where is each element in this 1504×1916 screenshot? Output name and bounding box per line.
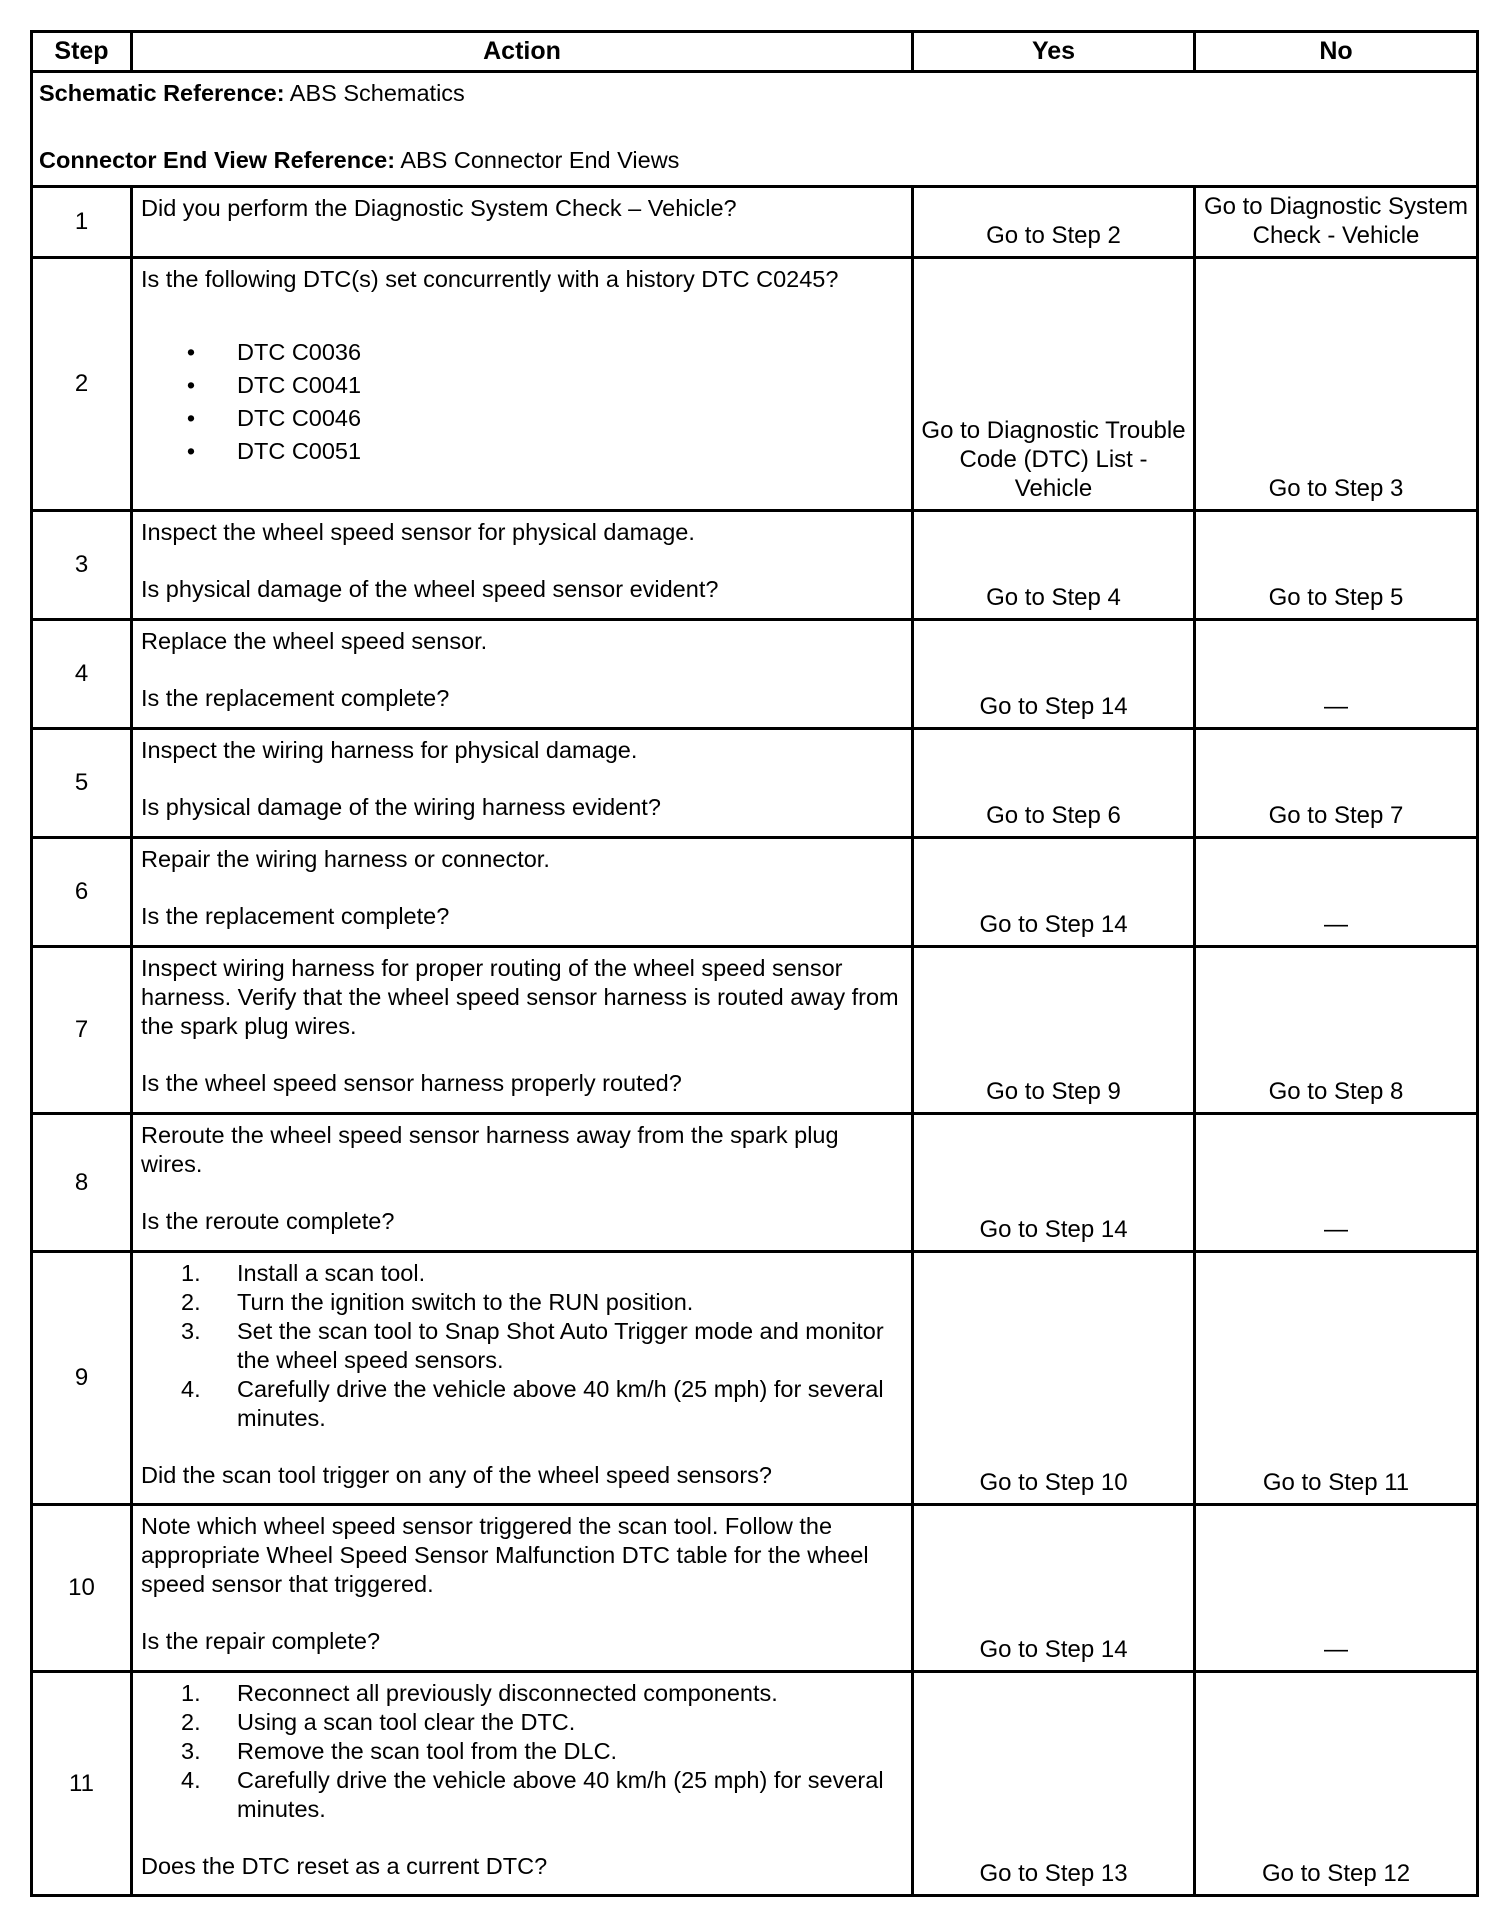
substep-item xyxy=(181,1708,903,1737)
action-instruction: Reroute the wheel speed sensor harness away from the spark plug wires. xyxy=(141,1122,839,1177)
substep-number: 3. xyxy=(181,1738,201,1764)
substep-number: 3. xyxy=(181,1318,201,1344)
header-yes: Yes xyxy=(913,32,1195,72)
yes-result xyxy=(913,1252,1195,1505)
substep-text: Turn the ignition switch to the RUN position. xyxy=(237,1289,694,1315)
action-cell xyxy=(132,1252,913,1505)
dtc-list xyxy=(141,336,903,468)
yes-result xyxy=(913,620,1195,729)
action-question: Is the reroute complete? xyxy=(141,1208,395,1234)
table-row xyxy=(32,838,1478,947)
bullet-icon: • xyxy=(186,372,196,398)
schematic-reference xyxy=(39,79,1470,108)
no-result-text: Go to Step 12 xyxy=(1261,1860,1411,1887)
table-row xyxy=(32,729,1478,838)
substep-item xyxy=(181,1288,903,1317)
no-result-text: Go to Step 11 xyxy=(1262,1469,1410,1496)
no-result xyxy=(1195,620,1478,729)
substep-number: 4. xyxy=(181,1376,201,1402)
header-row xyxy=(32,32,1478,72)
yes-result xyxy=(913,838,1195,947)
table-row xyxy=(32,258,1478,511)
yes-result-text: Go to Step 14 xyxy=(979,693,1128,720)
table-row xyxy=(32,511,1478,620)
action-cell xyxy=(132,1505,913,1672)
substep-number: 1. xyxy=(181,1680,201,1706)
no-result-text: Go to Step 3 xyxy=(1268,475,1404,502)
yes-result-text: Go to Step 13 xyxy=(979,1860,1128,1887)
substep-list xyxy=(141,1259,903,1433)
yes-result-text: Go to Step 6 xyxy=(986,802,1121,829)
yes-result xyxy=(913,1114,1195,1252)
action-cell xyxy=(132,947,913,1114)
action-question: Is physical damage of the wiring harness evident? xyxy=(141,794,661,820)
table-row xyxy=(32,1114,1478,1252)
action-cell xyxy=(132,729,913,838)
action-instruction: Replace the wheel speed sensor. xyxy=(141,628,488,654)
no-result xyxy=(1195,1672,1478,1896)
bullet-icon: • xyxy=(186,339,196,365)
reference-cell xyxy=(32,72,1478,187)
substep-item xyxy=(181,1766,903,1824)
table-row xyxy=(32,1252,1478,1505)
substep-text: Using a scan tool clear the DTC. xyxy=(237,1709,576,1735)
header-action: Action xyxy=(132,32,913,72)
step-number: 3 xyxy=(32,511,132,620)
no-result-text: — xyxy=(1324,693,1348,720)
substep-text: Set the scan tool to Snap Shot Auto Trigger mode and monitor the wheel speed sensors. xyxy=(237,1318,884,1373)
no-result xyxy=(1195,1505,1478,1672)
bullet-icon: • xyxy=(186,405,196,431)
table-row xyxy=(32,1505,1478,1672)
step-number: 9 xyxy=(32,1252,132,1505)
yes-result-text: Go to Step 2 xyxy=(986,222,1121,249)
no-result xyxy=(1195,258,1478,511)
action-question: Is the repair complete? xyxy=(141,1628,381,1654)
no-result-text: Go to Diagnostic System Check - Vehicle xyxy=(1203,193,1469,249)
yes-result xyxy=(913,511,1195,620)
yes-result-text: Go to Step 10 xyxy=(979,1469,1128,1496)
yes-result xyxy=(913,947,1195,1114)
no-result-text: Go to Step 5 xyxy=(1268,584,1404,611)
action-instruction: Note which wheel speed sensor triggered the scan tool. Follow the appropriate Wheel Speed Sensor Malfunction DTC table for the wheel speed sensor that triggered. xyxy=(141,1513,869,1597)
dtc-code: DTC C0046 xyxy=(237,405,362,431)
action-cell xyxy=(132,620,913,729)
action-cell xyxy=(132,258,913,511)
action-cell xyxy=(132,1672,913,1896)
step-number: 11 xyxy=(32,1672,132,1896)
substep-item xyxy=(181,1679,903,1708)
yes-result-text: Go to Step 14 xyxy=(979,1216,1128,1243)
action-question: Is physical damage of the wheel speed sensor evident? xyxy=(141,576,719,602)
schematic-reference-value: ABS Schematics xyxy=(289,80,465,106)
action-instruction: Inspect wiring harness for proper routing of the wheel speed sensor harness. Verify that the wheel speed sensor harness is routed away from the spark plug wires. xyxy=(141,955,899,1039)
action-cell xyxy=(132,1114,913,1252)
substep-number: 2. xyxy=(181,1289,201,1315)
action-question: Did you perform the Diagnostic System Check – Vehicle? xyxy=(141,195,737,221)
connector-reference xyxy=(39,146,1470,175)
substep-number: 1. xyxy=(181,1260,201,1286)
no-result xyxy=(1195,947,1478,1114)
dtc-list-item xyxy=(181,369,903,402)
step-number: 2 xyxy=(32,258,132,511)
dtc-list-item xyxy=(181,336,903,369)
yes-result-text: Go to Step 9 xyxy=(986,1078,1121,1105)
table-row xyxy=(32,947,1478,1114)
action-instruction: Repair the wiring harness or connector. xyxy=(141,846,550,872)
substep-text: Carefully drive the vehicle above 40 km/h (25 mph) for several minutes. xyxy=(237,1376,884,1431)
step-number: 7 xyxy=(32,947,132,1114)
dtc-list-item xyxy=(181,402,903,435)
substep-item xyxy=(181,1259,903,1288)
step-number: 8 xyxy=(32,1114,132,1252)
no-result xyxy=(1195,511,1478,620)
table-row xyxy=(32,187,1478,258)
yes-result-text: Go to Step 4 xyxy=(986,584,1121,611)
connector-reference-value: ABS Connector End Views xyxy=(400,147,680,173)
action-instruction: Inspect the wheel speed sensor for physical damage. xyxy=(141,519,695,545)
substep-text: Carefully drive the vehicle above 40 km/h (25 mph) for several minutes. xyxy=(237,1767,884,1822)
no-result-text: Go to Step 7 xyxy=(1268,802,1404,829)
action-question: Did the scan tool trigger on any of the wheel speed sensors? xyxy=(141,1462,772,1488)
step-number: 6 xyxy=(32,838,132,947)
no-result-text: Go to Step 8 xyxy=(1268,1078,1404,1105)
action-question: Is the replacement complete? xyxy=(141,685,450,711)
no-result xyxy=(1195,838,1478,947)
dtc-code: DTC C0036 xyxy=(237,339,362,365)
action-cell xyxy=(132,838,913,947)
no-result xyxy=(1195,1114,1478,1252)
step-number: 10 xyxy=(32,1505,132,1672)
substep-text: Remove the scan tool from the DLC. xyxy=(237,1738,618,1764)
no-result xyxy=(1195,729,1478,838)
substep-list xyxy=(141,1679,903,1824)
action-cell xyxy=(132,511,913,620)
action-question: Is the replacement complete? xyxy=(141,903,450,929)
step-number: 5 xyxy=(32,729,132,838)
no-result-text: — xyxy=(1324,1636,1348,1663)
no-result xyxy=(1195,187,1478,258)
yes-result xyxy=(913,187,1195,258)
table-row xyxy=(32,620,1478,729)
action-instruction: Inspect the wiring harness for physical damage. xyxy=(141,737,638,763)
schematic-reference-label: Schematic Reference: xyxy=(39,80,285,106)
action-cell xyxy=(132,187,913,258)
substep-text: Reconnect all previously disconnected components. xyxy=(237,1680,778,1706)
substep-item xyxy=(181,1375,903,1433)
yes-result xyxy=(913,1672,1195,1896)
yes-result-text: Go to Diagnostic Trouble Code (DTC) List - Vehicle xyxy=(921,417,1186,502)
header-step: Step xyxy=(32,32,132,72)
action-question: Does the DTC reset as a current DTC? xyxy=(141,1853,548,1879)
action-question: Is the wheel speed sensor harness properly routed? xyxy=(141,1070,682,1096)
dtc-code: DTC C0041 xyxy=(237,372,362,398)
substep-number: 4. xyxy=(181,1767,201,1793)
diagnostic-table xyxy=(30,30,1479,1897)
header-no: No xyxy=(1195,32,1478,72)
dtc-list-item xyxy=(181,435,903,468)
substep-item xyxy=(181,1317,903,1375)
reference-row xyxy=(32,72,1478,187)
table-row xyxy=(32,1672,1478,1896)
yes-result xyxy=(913,1505,1195,1672)
substep-number: 2. xyxy=(181,1709,201,1735)
dtc-code: DTC C0051 xyxy=(237,438,362,464)
step-number: 4 xyxy=(32,620,132,729)
step-number: 1 xyxy=(32,187,132,258)
connector-reference-label: Connector End View Reference: xyxy=(39,147,396,173)
yes-result xyxy=(913,729,1195,838)
yes-result-text: Go to Step 14 xyxy=(979,1636,1128,1663)
yes-result xyxy=(913,258,1195,511)
bullet-icon: • xyxy=(186,438,196,464)
substep-text: Install a scan tool. xyxy=(237,1260,426,1286)
no-result xyxy=(1195,1252,1478,1505)
action-question: Is the following DTC(s) set concurrently with a history DTC C0245? xyxy=(141,266,839,292)
substep-item xyxy=(181,1737,903,1766)
yes-result-text: Go to Step 14 xyxy=(979,911,1128,938)
no-result-text: — xyxy=(1324,1216,1348,1243)
no-result-text: — xyxy=(1324,911,1348,938)
